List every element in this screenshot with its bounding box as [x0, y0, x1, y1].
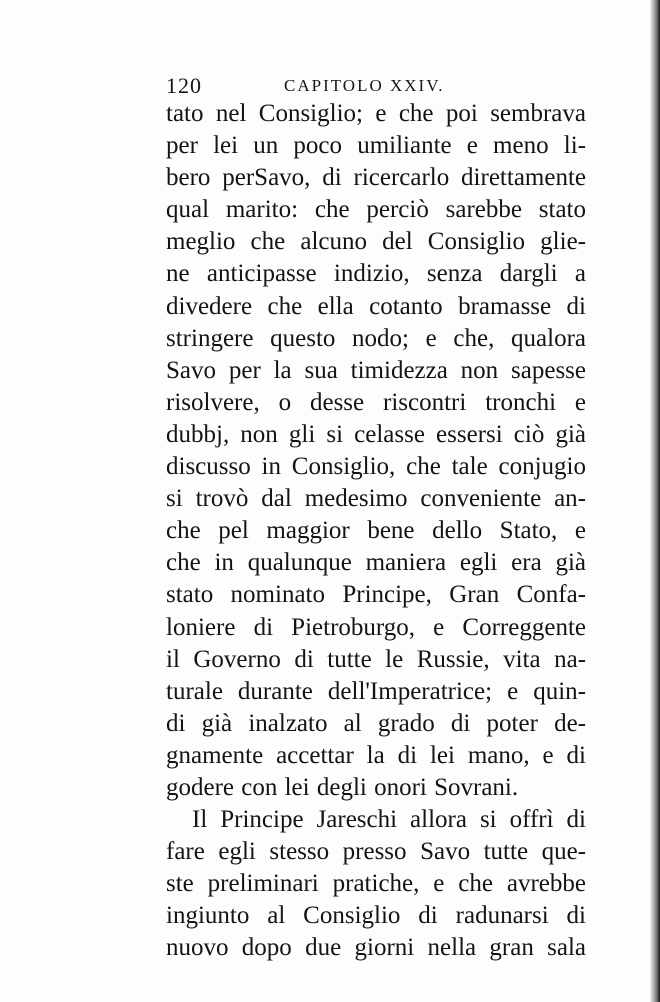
text-line: ne anticipasse indizio, senza dargli a [166, 260, 586, 288]
text-line: Il Principe Jareschi allora si offrì di [192, 806, 586, 834]
text-line: bero perSavo, di ricercarlo direttamente [166, 164, 586, 192]
text-line: qual marito: che perciò sarebbe stato [166, 196, 586, 224]
body-text [166, 98, 586, 965]
text-line: il Governo di tutte le Russie, vita na- [166, 645, 586, 673]
text-line: Savo per la sua timidezza non sapesse [166, 356, 586, 384]
text-line: stringere questo nodo; e che, qualora [166, 324, 586, 352]
text-line: fare egli stesso presso Savo tutte que- [166, 838, 586, 866]
text-line: che in qualunque maniera egli era già [166, 549, 586, 577]
text-line: godere con lei degli onori Sovrani. [166, 773, 519, 801]
chapter-title: CAPITOLO XXIV. [284, 76, 445, 95]
text-line: divedere che ella cotanto bramasse di [166, 292, 586, 320]
text-line: tato nel Consiglio; e che poi sembrava [166, 100, 586, 127]
text-line: di già inalzato al grado di poter de- [166, 709, 586, 737]
page-binding-edge [650, 0, 660, 1002]
text-line: meglio che alcuno del Consiglio glie- [166, 228, 586, 256]
text-line: gnamente accettar la di lei mano, e di [166, 741, 586, 769]
text-line: ingiunto al Consiglio di radunarsi di [166, 902, 586, 930]
page-number: 120 [166, 73, 202, 98]
text-line: risolvere, o desse riscontri tronchi e [166, 388, 586, 416]
text-line: nuovo dopo due giorni nella gran sala [166, 934, 586, 962]
text-line: che pel maggior bene dello Stato, e [166, 517, 586, 545]
text-line: stato nominato Principe, Gran Confa- [166, 581, 586, 609]
text-line: loniere di Pietroburgo, e Correggente [166, 613, 586, 641]
text-line: ste preliminari pratiche, e che avrebbe [166, 870, 586, 898]
text-line: discusso in Consiglio, che tale conjugio [166, 453, 586, 481]
text-line: si trovò dal medesimo conveniente an- [166, 485, 586, 513]
text-line: per lei un poco umiliante e meno li- [166, 132, 586, 160]
text-line: dubbj, non gli si celasse essersi ciò già [166, 420, 586, 448]
text-line: turale durante dell'Imperatrice; e quin- [166, 677, 586, 705]
